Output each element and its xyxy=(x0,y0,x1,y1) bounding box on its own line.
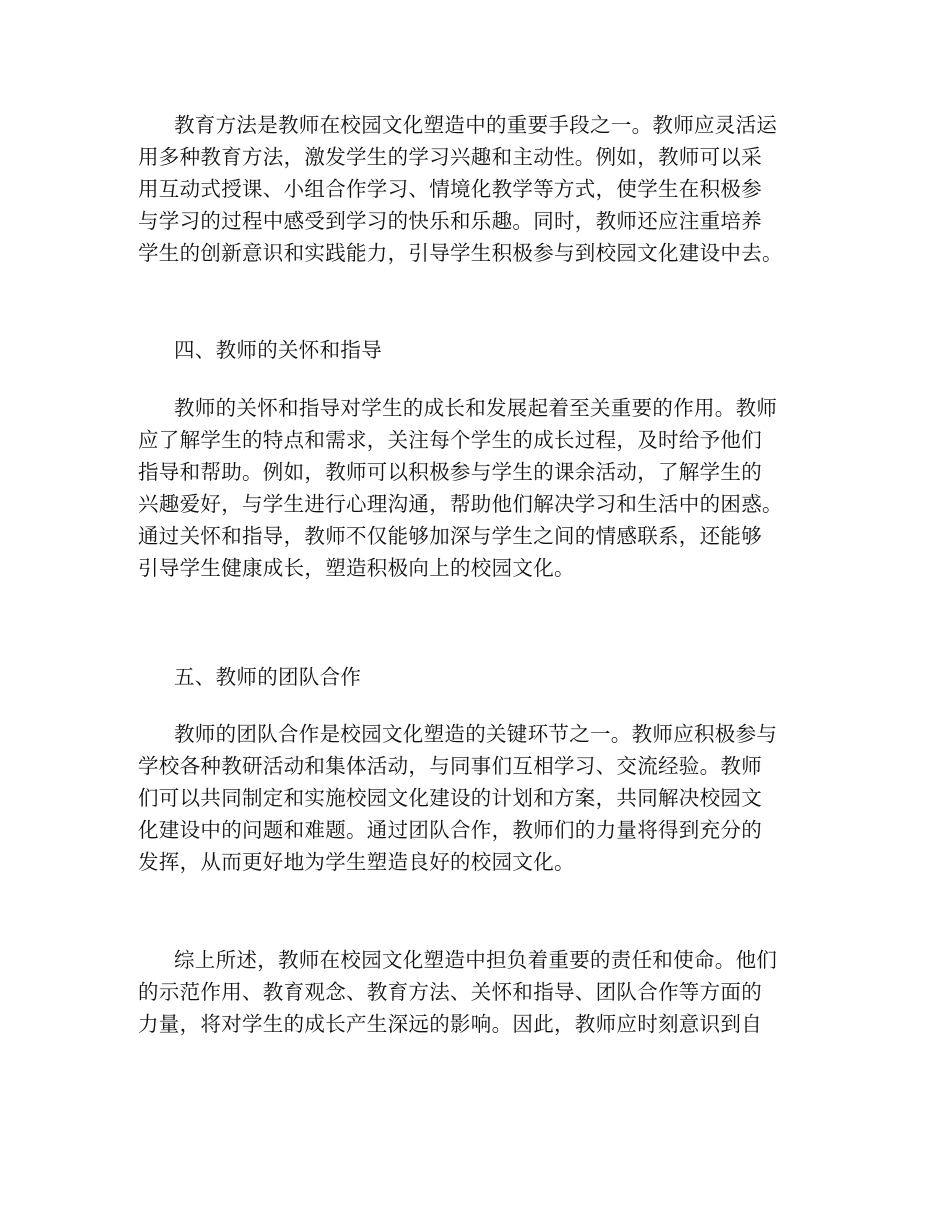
paragraph-conclusion xyxy=(138,944,838,1040)
paragraph-teamwork xyxy=(138,718,838,878)
paragraph-line: 指导和帮助。例如，教师可以积极参与学生的课余活动，了解学生的 xyxy=(138,460,762,484)
paragraph-line: 兴趣爱好，与学生进行心理沟通，帮助他们解决学习和生活中的困惑。 xyxy=(138,492,783,516)
paragraph-line: 引导学生健康成长，塑造积极向上的校园文化。 xyxy=(138,556,575,580)
paragraph-line: 的示范作用、教育观念、教育方法、关怀和指导、团队合作等方面的 xyxy=(138,980,762,1004)
paragraph-line: 用多种教育方法，激发学生的学习兴趣和主动性。例如，教师可以采 xyxy=(138,145,762,169)
section-heading-teamwork: 五、教师的团队合作 xyxy=(174,665,362,689)
paragraph-line: 化建设中的问题和难题。通过团队合作，教师们的力量将得到充分的 xyxy=(138,818,762,842)
paragraph-line: 教育方法是教师在校园文化塑造中的重要手段之一。教师应灵活运 xyxy=(174,113,778,137)
paragraph-line: 学校各种教研活动和集体活动，与同事们互相学习、交流经验。教师 xyxy=(138,754,762,778)
paragraph-teaching-methods xyxy=(138,109,838,269)
paragraph-line: 与学习的过程中感受到学习的快乐和乐趣。同时，教师还应注重培养 xyxy=(138,209,762,233)
paragraph-line: 力量，将对学生的成长产生深远的影响。因此，教师应时刻意识到自 xyxy=(138,1012,762,1036)
paragraph-line: 们可以共同制定和实施校园文化建设的计划和方案，共同解决校园文 xyxy=(138,786,762,810)
paragraph-line: 通过关怀和指导，教师不仅能够加深与学生之间的情感联系，还能够 xyxy=(138,524,762,548)
paragraph-line: 综上所述，教师在校园文化塑造中担负着重要的责任和使命。他们 xyxy=(174,948,778,972)
paragraph-care-guidance xyxy=(138,392,838,584)
paragraph-line: 学生的创新意识和实践能力，引导学生积极参与到校园文化建设中去。 xyxy=(138,241,783,265)
paragraph-line: 发挥，从而更好地为学生塑造良好的校园文化。 xyxy=(138,850,575,874)
section-heading-care-guidance: 四、教师的关怀和指导 xyxy=(174,338,382,362)
paragraph-line: 应了解学生的特点和需求，关注每个学生的成长过程，及时给予他们 xyxy=(138,428,762,452)
paragraph-line: 教师的关怀和指导对学生的成长和发展起着至关重要的作用。教师 xyxy=(174,396,778,420)
paragraph-line: 用互动式授课、小组合作学习、情境化教学等方式，使学生在积极参 xyxy=(138,177,762,201)
paragraph-line: 教师的团队合作是校园文化塑造的关键环节之一。教师应积极参与 xyxy=(174,722,778,746)
